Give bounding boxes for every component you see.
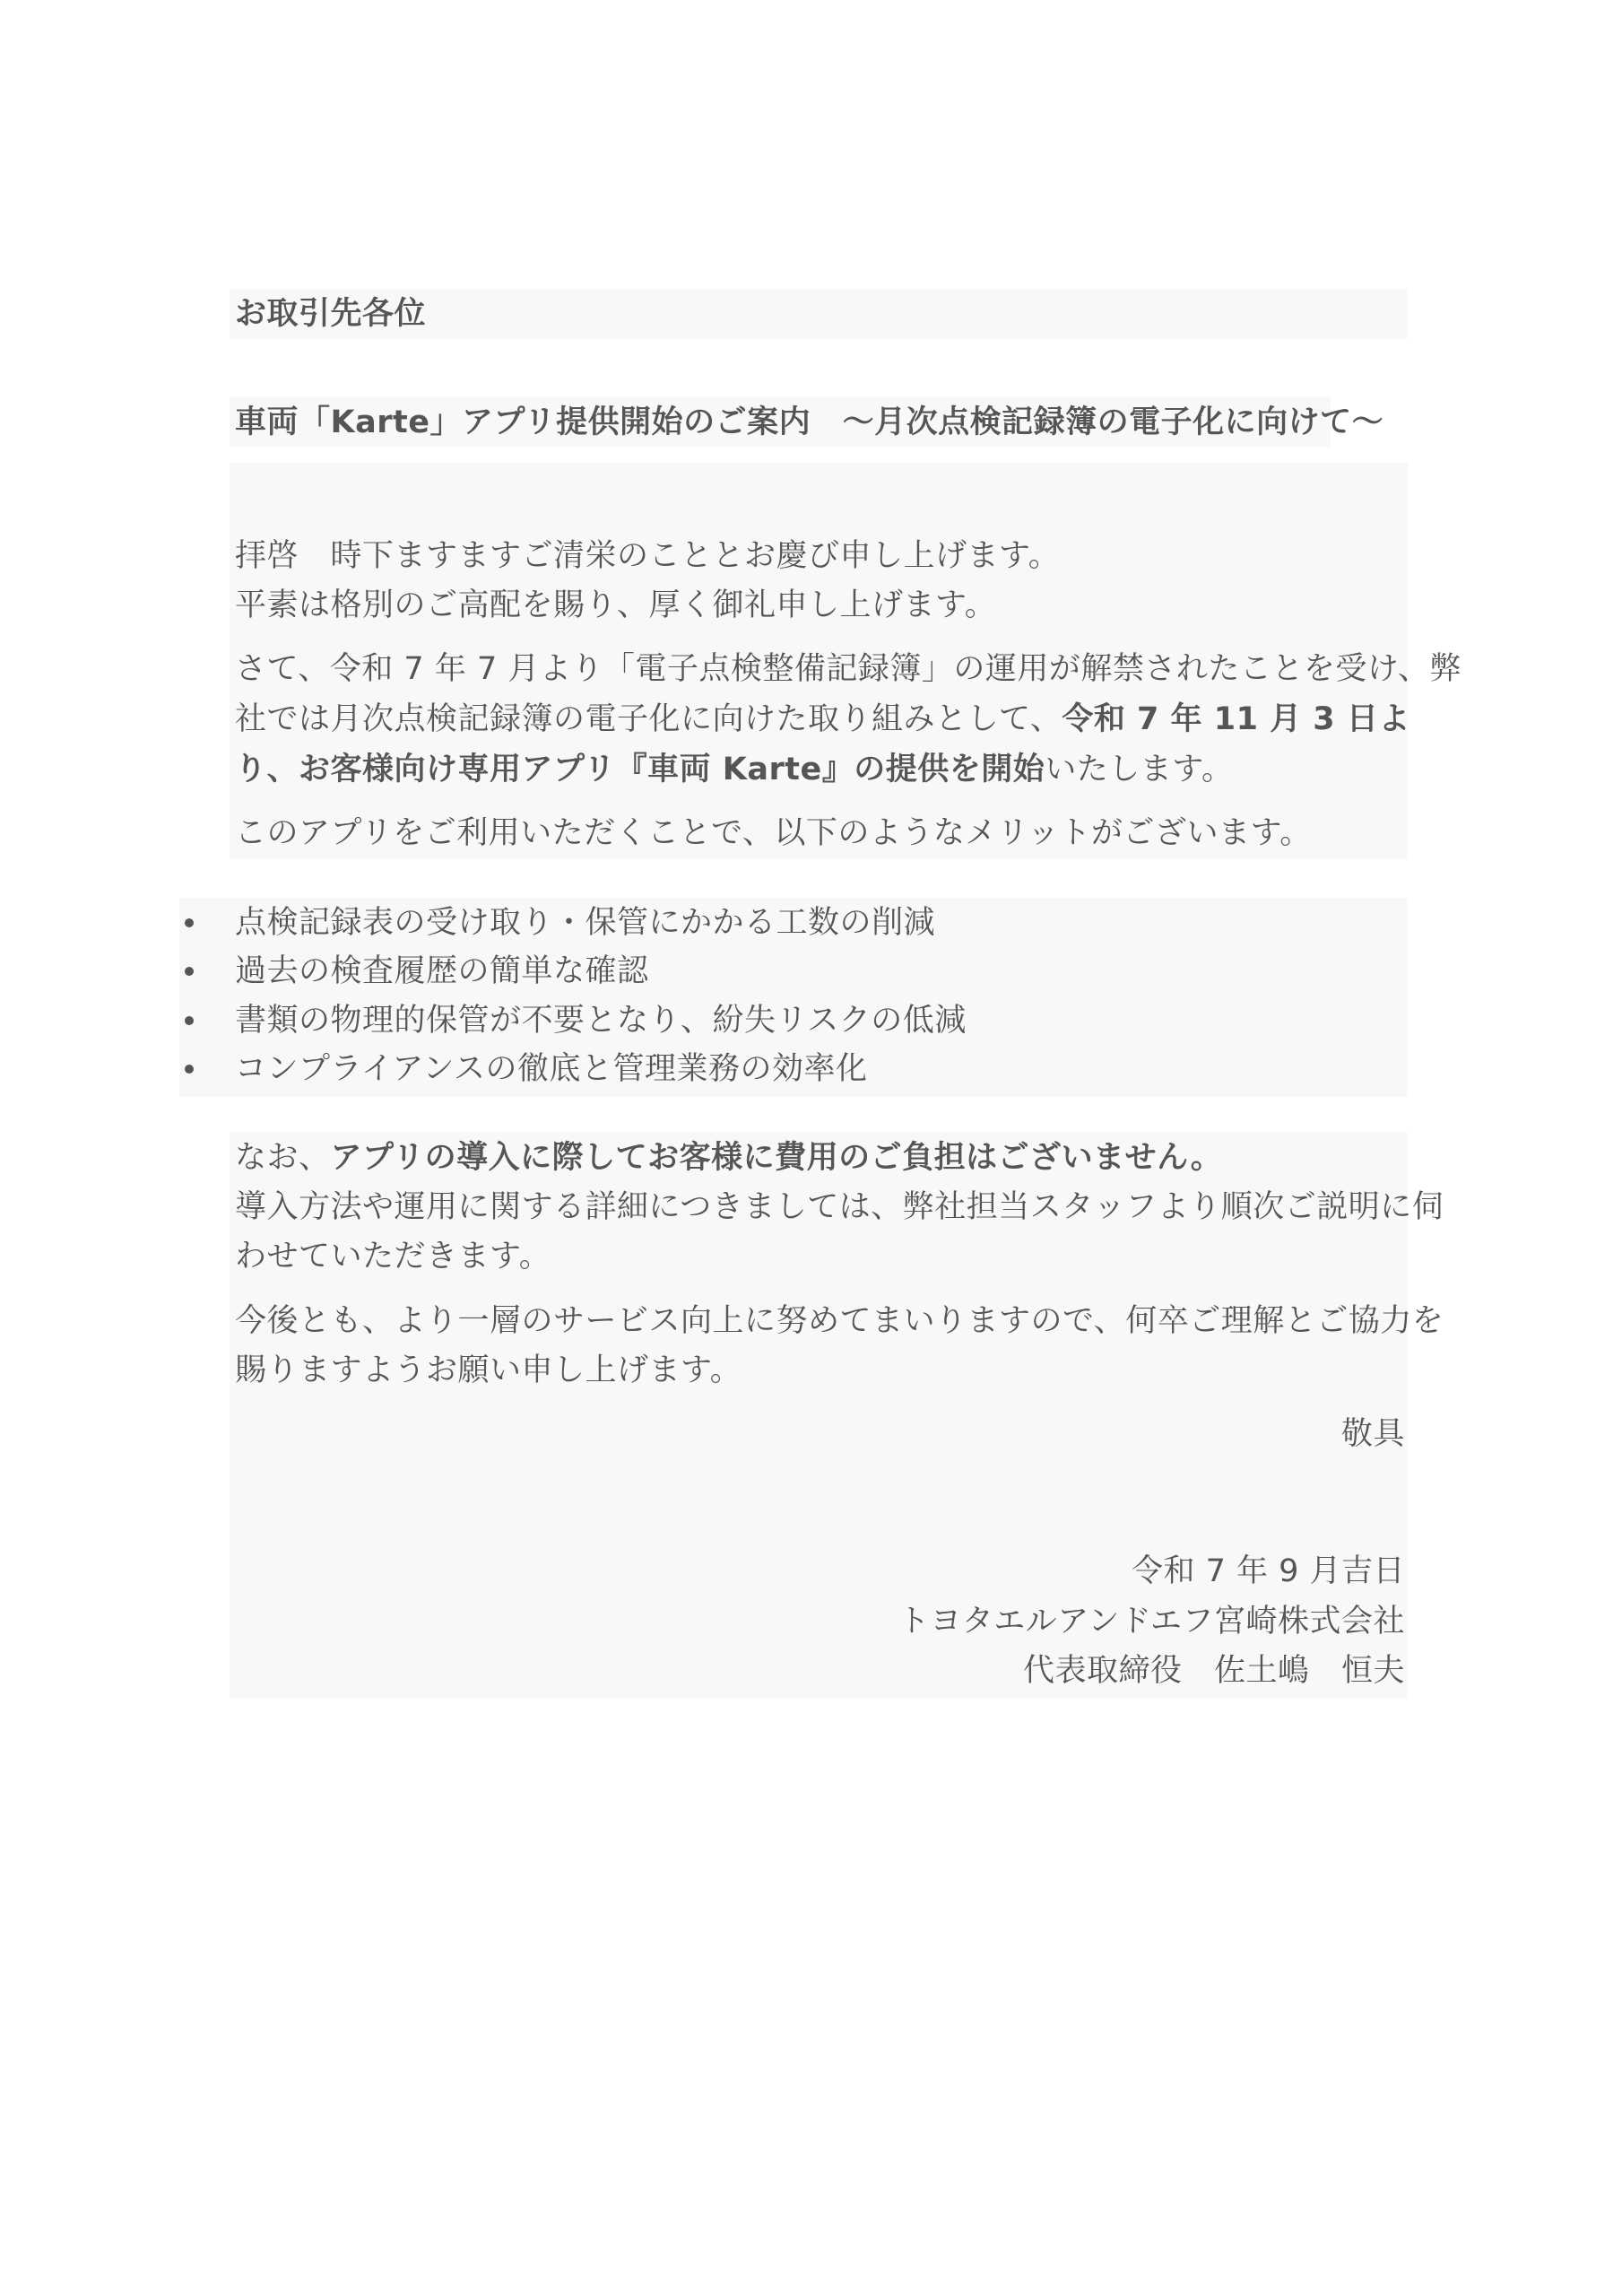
bullet-icon	[185, 1065, 194, 1074]
subject-main: 車両「Karte」アプリ提供開始のご案内	[235, 404, 811, 440]
merit-item: コンプライアンスの徹底と管理業務の効率化	[235, 1051, 868, 1087]
bullet-icon	[185, 967, 194, 976]
greeting-line-1: 拝啓 時下ますますご清栄のこととお慶び申し上げます。	[235, 538, 1061, 574]
cost-prefix: なお、	[235, 1140, 331, 1176]
cost-free-statement: アプリの導入に際してお客様に費用のご負担はございません。	[330, 1140, 1223, 1176]
merit-intro: このアプリをご利用いただくことで、以下のようなメリットがございます。	[235, 815, 1312, 851]
representative-name: 代表取締役 佐土嶋 恒夫	[1022, 1653, 1405, 1689]
addressee: お取引先各位	[235, 296, 427, 332]
closing-word: 敬具	[1340, 1416, 1405, 1452]
subject-subtitle: ～月次点検記録簿の電子化に向けて～	[842, 404, 1384, 440]
request-line-2: 賜りますようお願い申し上げます。	[235, 1352, 742, 1388]
bullet-icon	[185, 1016, 194, 1025]
merit-item: 過去の検査履歴の簡単な確認	[235, 953, 649, 989]
merit-item: 書類の物理的保管が不要となり、紛失リスクの低減	[235, 1003, 967, 1039]
intro-line-2-normal: 社では月次点検記録簿の電子化に向けた取り組みとして、	[235, 701, 1063, 737]
merit-item: 点検記録表の受け取り・保管にかかる工数の削減	[235, 905, 936, 941]
subject-title	[235, 398, 1383, 447]
greeting-line-2: 平素は格別のご高配を賜り、厚く御礼申し上げます。	[235, 587, 997, 623]
company-name: トヨタエルアンドエフ宮崎株式会社	[898, 1604, 1405, 1639]
intro-launch-date: 令和 7 年 11 月 3 日よ	[1062, 701, 1410, 737]
intro-line-1: さて、令和 7 年 7 月より「電子点検整備記録簿」の運用が解禁されたことを受け、弊	[235, 651, 1462, 687]
intro-line-3-normal: いたします。	[1045, 752, 1234, 787]
detail-line-2: わせていただきます。	[235, 1239, 551, 1274]
request-line-1: 今後とも、より一層のサービス向上に努めてまいりますので、何卒ご理解とご協力を	[235, 1303, 1444, 1339]
subject-gap	[811, 404, 843, 440]
cost-note	[235, 1134, 1222, 1182]
intro-line-2	[235, 695, 1410, 744]
issue-date: 令和 7 年 9 月吉日	[1131, 1553, 1405, 1589]
intro-line-3	[235, 745, 1233, 794]
intro-app-launch: り、お客様向け専用アプリ『車両 Karte』の提供を開始	[235, 752, 1045, 787]
detail-line-1: 導入方法や運用に関する詳細につきましては、弊社担当スタッフより順次ご説明に伺	[235, 1189, 1444, 1225]
bullet-icon	[185, 918, 194, 927]
